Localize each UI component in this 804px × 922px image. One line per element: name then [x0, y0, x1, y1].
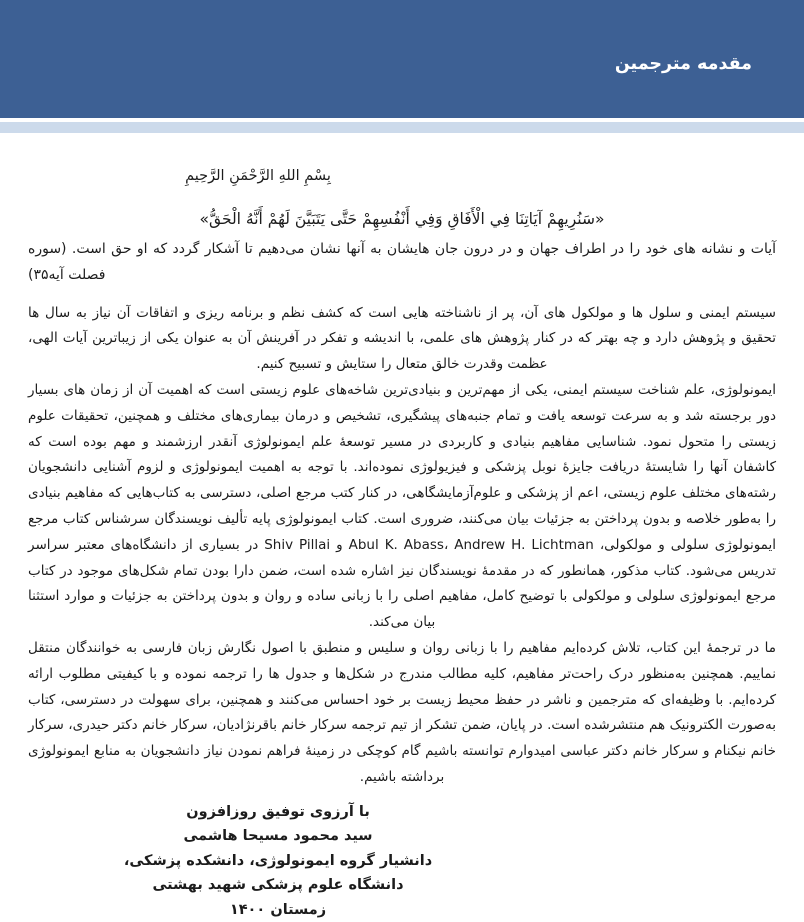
body-paragraph: ایمونولوژی، علم شناخت سیستم ایمنی، یکی از مهم‌ترین و بنیادی‌ترین شاخه‌های علوم زیستی است که اهمیت آن از زمان های بسیار دور برجسته شد و به سرعت توسعه یافت و تمام جنبه‌های پیشگیری، تشخیص و درمان بیماری‌های مختلف و همچنین، تحقیقات علوم زیستی را متحول نمود. شناسایی مفاهیم بنیادی و کاربردی در مسیر توسعۀ علم ایمونولوژی آنقدر ارزشمند و مهم بوده است که کاشفان آنها را شایستۀ دریافت جایزۀ نوبل پزشکی و فیزیولوژی نموده‌اند. با توجه به اهمیت ایمونولوژی و لزوم آشنایی دانشجویان رشته‌های مختلف علوم زیستی، اعم از پزشکی و علوم‌آزمایشگاهی، در کنار کتب مرجع اصلی، دسترسی به کتاب‌هایی که مفاهیم بنیادی را به‌طور خلاصه و بدون پرداختن به جزئیات بیان می‌کنند، ضروری است. کتاب ایمونولوژی پایه تألیف نویسندگان سرشناس کتاب مرجع ایمونولوژی سلولی و مولکولی، Abul K. Abass، Andrew H. Lichtman و Shiv Pillai در بسیاری از دانشگاه‌های معتبر سراسر تدریس می‌شود. کتاب مذکور، همانطور که در مقدمۀ نویسندگان نیز اشاره شده است، ضمن دارا بودن تمام شکل‌های موجود در کتاب مرجع ایمونولوژی سلولی و مولکولی با توضیح کامل، مفاهیم اصلی را با زبانی ساده و روان و بدون پرداختن به جزئیات و موارد استثنا بیان می‌کند.	[28, 381, 776, 631]
bismillah-text: بِسْمِ اللهِ الرَّحْمَنِ الرَّحِيمِ	[185, 168, 331, 184]
accent-stripe	[0, 122, 804, 133]
verse-translation: آیات و نشانه های خود را در اطراف جهان و در درون جان هایشان به آنها نشان می‌دهیم تا آشکار گردد که او حق است. (سوره فصلت آیه۳۵)	[28, 241, 776, 283]
body-paragraph: سیستم ایمنی و سلول ها و مولکول های آن، پر از ناشناخته هایی است که کشف نظم و برنامه ریزی و اتفاقات آن نیاز به سال ها تحقیق و پژوهش دارد و چه بهتر که در کنار پژوهش های علمی، با اندیشه و تفکر در آفرینش آن به عنوان یکی از زیباترین آیات الهی، عظمت وقدرت خالق متعال را ستایش و تسبیح کنیم.	[28, 304, 776, 373]
page-body	[0, 163, 804, 922]
university-name: دانشگاه علوم پزشکی شهید بهشتی	[152, 877, 404, 894]
quran-verse: «سَنُرِيهِمْ آيَاتِنَا فِي الْأَفَاقِ وَفِي أَنْفُسِهِمْ حَتَّى يَتَبَيَّنَ لَهُمْ أَنَّهُ الْحَقُّ»	[199, 210, 605, 228]
signature-wish: با آرزوی توفیق روزافزون	[186, 803, 370, 820]
page-title: مقدمه مترجمین	[614, 54, 752, 74]
header-band	[0, 0, 804, 118]
body-paragraphs	[28, 301, 776, 791]
body-paragraph: ما در ترجمۀ این کتاب، تلاش کرده‌ایم مفاهیم را با زبانی روان و سلیس و منطبق با اصول نگارش زبان فارسی به خوانندگان منتقل نماییم. همچنین به‌منظور درک راحت‌تر مفاهیم، کلیه مطالب مندرج در شکل‌ها و جدول ها را ترجمه نموده و با کیفیتی مطلوب ارائه کرده‌ایم. با وظیفه‌ای که مترجمین و ناشر در حفظ محیط زیست بر خود احساس می‌کنند و همچنین، برای سهولت در دسترسی، کتاب به‌صورت الکترونیک هم منتشرشده است. در پایان، ضمن تشکر از تیم ترجمه سرکار خانم باقرنژادیان، سرکار خانم دکتر حیدری، سرکار خانم نیکنام و سرکار خانم دکتر عباسی امیدوارم توانسته باشیم گام کوچکی در زمینۀ فراهم نمودن نیاز دانشجویان به منابع ایمونولوژی برداشته باشیم.	[28, 639, 776, 785]
date-line: زمستان ۱۴۰۰	[229, 901, 327, 918]
translator-title: دانشیار گروه ایمونولوژی، دانشکده پزشکی،	[123, 852, 433, 869]
signature-block	[28, 800, 528, 922]
translator-name: سید محمود مسیحا هاشمی	[183, 828, 373, 845]
